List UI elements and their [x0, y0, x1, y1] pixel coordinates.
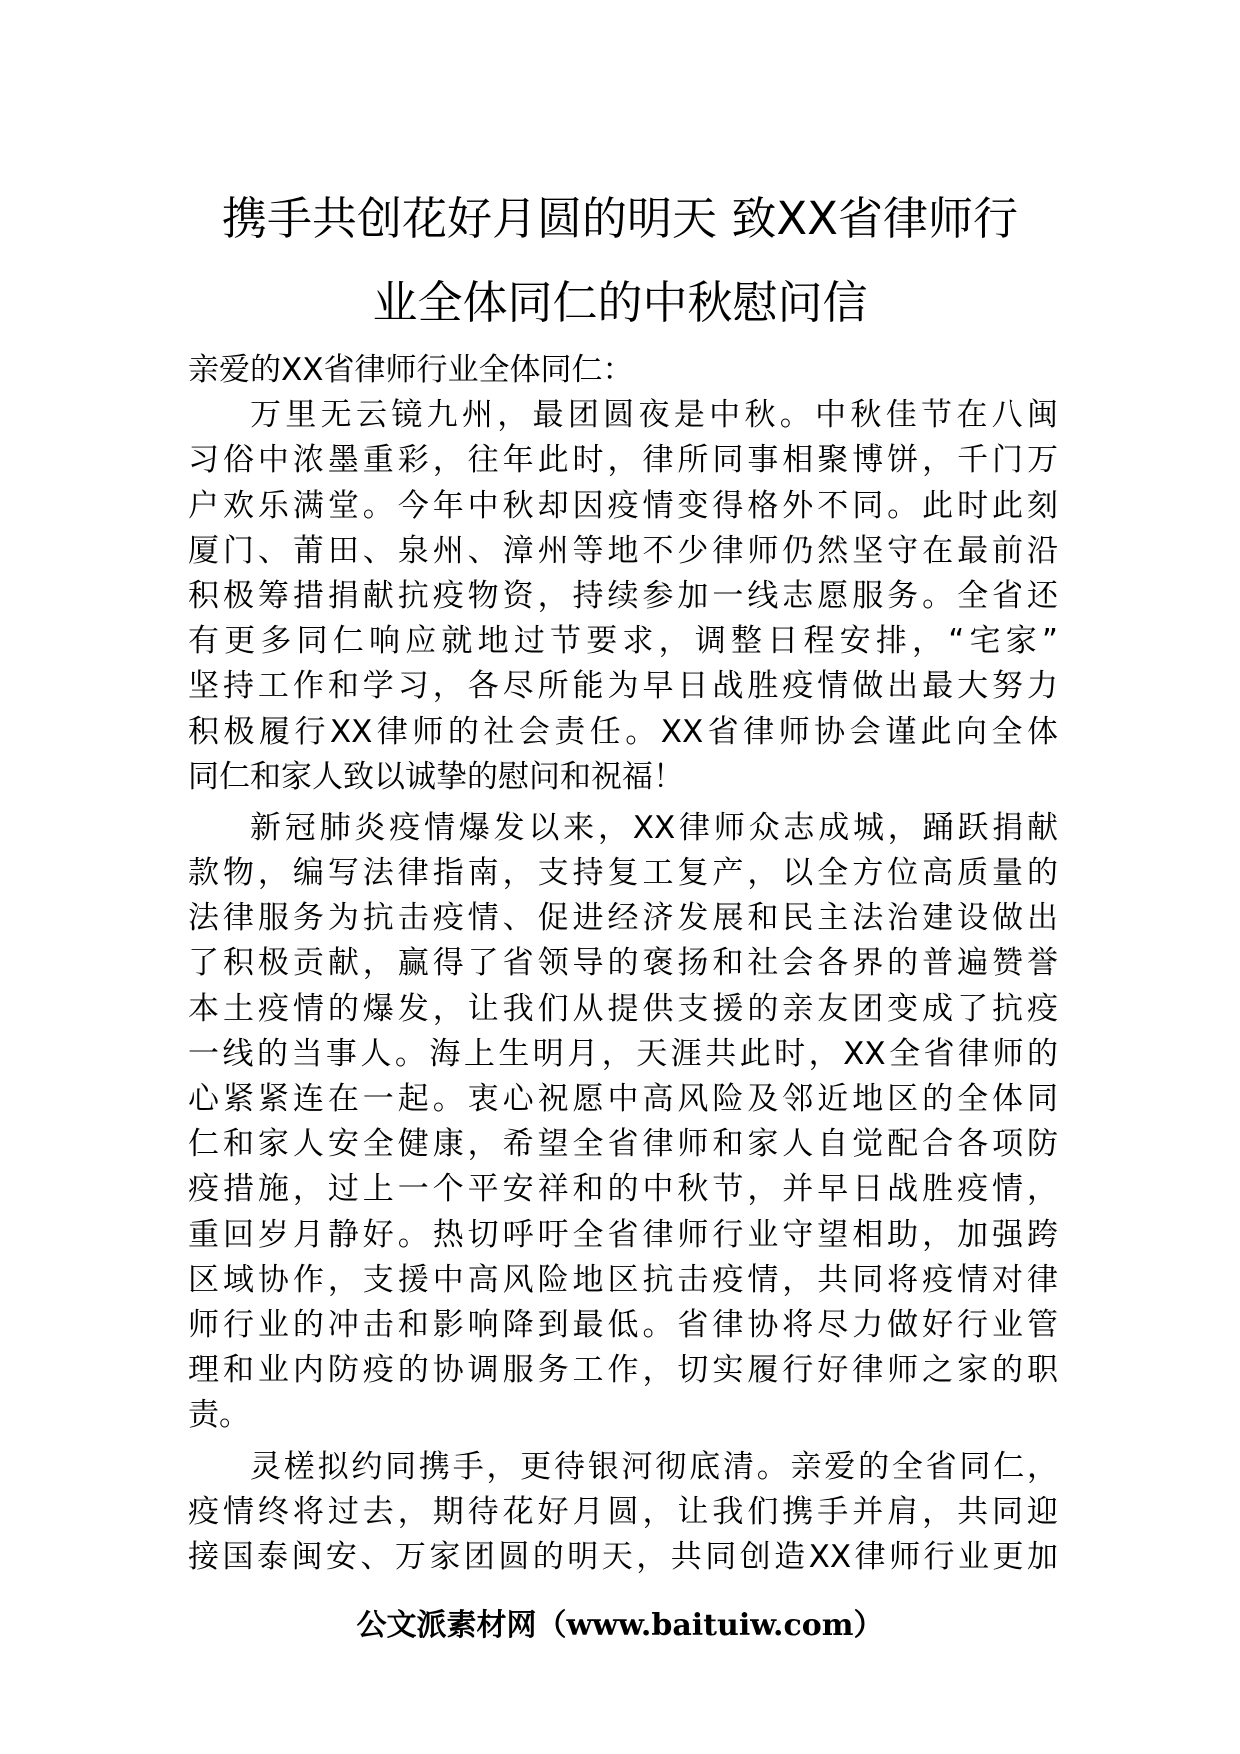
paragraph-line: 疫措施，过上一个平安祥和的中秋节，并早日战胜疫情， — [188, 1171, 1058, 1208]
paragraph-line: 区域协作，支援中高风险地区抗击疫情，共同将疫情对律 — [188, 1261, 1058, 1298]
letter-body — [188, 348, 1058, 1580]
paragraph-line: 仁和家人安全健康，希望全省律师和家人自觉配合各项防 — [188, 1126, 1058, 1163]
paragraph-3 — [188, 1445, 1058, 1581]
paragraph-line: 本土疫情的爆发，让我们从提供支援的亲友团变成了抗疫 — [188, 990, 1058, 1027]
paragraph-line: 灵槎拟约同携手，更待银河彻底清。亲爱的全省同仁， — [250, 1448, 1058, 1485]
footer-watermark: 公文派素材网（www.baituiw.com） — [356, 1608, 884, 1643]
paragraph-line: 坚持工作和学习，各尽所能为早日战胜疫情做出最大努力 — [188, 668, 1058, 705]
paragraph-line: 户欢乐满堂。今年中秋却因疫情变得格外不同。此时此刻 — [188, 487, 1058, 524]
salutation: 亲爱的XX省律师行业全体同仁： — [188, 352, 634, 388]
paragraph-line: 法律服务为抗击疫情、促进经济发展和民主法治建设做出 — [188, 900, 1058, 937]
paragraph-line: 习俗中浓墨重彩，往年此时，律所同事相聚博饼，千门万 — [188, 442, 1058, 479]
paragraph-line: 心紧紧连在一起。衷心祝愿中高风险及邻近地区的全体同 — [188, 1081, 1058, 1117]
paragraph-line: 同仁和家人致以诚挚的慰问和祝福！ — [188, 758, 684, 795]
paragraph-line: 新冠肺炎疫情爆发以来，XX律师众志成城，踊跃捐献 — [250, 809, 1058, 846]
paragraph-2 — [188, 806, 1058, 1439]
paragraph-line: 责。 — [188, 1397, 250, 1434]
paragraph-line: 有更多同仁响应就地过节要求，调整日程安排，“宅家” — [188, 623, 1058, 660]
document-title-line-2: 业全体同仁的中秋慰问信 — [372, 276, 868, 329]
paragraph-line: 疫情终将过去，期待花好月圆，让我们携手并肩，共同迎 — [188, 1493, 1058, 1530]
document-title-line-1: 携手共创花好月圆的明天 致XX省律师行 — [222, 192, 1018, 245]
paragraph-line: 万里无云镜九州，最团圆夜是中秋。中秋佳节在八闽 — [250, 397, 1058, 434]
paragraph-line: 接国泰闽安、万家团圆的明天，共同创造XX律师行业更加 — [188, 1538, 1058, 1575]
paragraph-line: 师行业的冲击和影响降到最低。省律协将尽力做好行业管 — [188, 1306, 1058, 1343]
paragraph-line: 积极筹措捐献抗疫物资，持续参加一线志愿服务。全省还 — [188, 577, 1058, 614]
paragraph-line: 厦门、莆田、泉州、漳州等地不少律师仍然坚守在最前沿 — [188, 532, 1058, 569]
paragraph-line: 了积极贡献，赢得了省领导的褒扬和社会各界的普遍赞誉 — [188, 945, 1058, 982]
paragraph-line: 重回岁月静好。热切呼吁全省律师行业守望相助，加强跨 — [188, 1216, 1058, 1253]
paragraph-line: 一线的当事人。海上生明月，天涯共此时，XX全省律师的 — [188, 1035, 1058, 1072]
paragraph-1 — [188, 393, 1058, 800]
paragraph-line: 款物，编写法律指南，支持复工复产，以全方位高质量的 — [188, 855, 1058, 892]
paragraph-line: 积极履行XX律师的社会责任。XX省律师协会谨此向全体 — [188, 713, 1058, 750]
paragraph-line: 理和业内防疫的协调服务工作，切实履行好律师之家的职 — [188, 1352, 1058, 1389]
